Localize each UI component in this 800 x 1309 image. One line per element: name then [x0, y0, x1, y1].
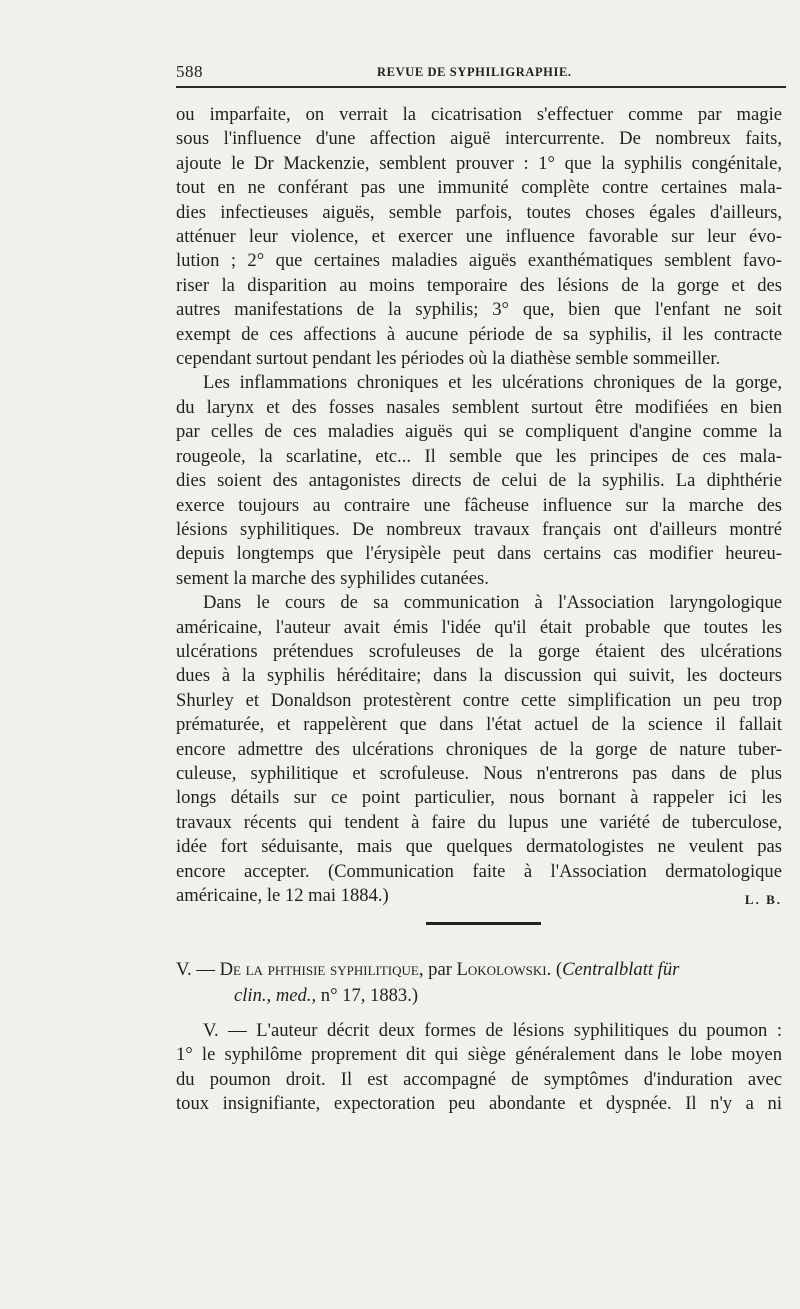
text-line: ajoute le Dr Mackenzie, semblent prouver : 1° que la syphilis congénitale, — [176, 152, 782, 174]
section-heading — [176, 957, 782, 1009]
paragraph-2 — [176, 371, 782, 591]
text-line: exempt de ces affections à aucune période de sa syphilis, il les contracte — [176, 323, 782, 345]
text-line: dues à la syphilis héréditaire; dans la discussion qui suivit, les docteurs — [176, 665, 782, 687]
section-title: la phthisie syphilitique, — [245, 959, 424, 980]
text-line: V. — L'auteur décrit deux formes de lésions syphilitiques du poumon : — [203, 1020, 782, 1041]
section-heading-line-2 — [176, 983, 782, 1009]
text-line: idée fort séduisante, mais que quelques dermatologistes ne veulent pas — [176, 836, 782, 858]
text-line: autres manifestations de la syphilis; 3° que, bien que l'enfant ne soit — [176, 299, 782, 321]
page-header — [176, 62, 788, 82]
section-author: Lokolowski. — [456, 959, 552, 980]
section-number: V. — — [176, 959, 215, 980]
text-line: Shurley et Donaldson protestèrent contre cette simplification un peu trop — [176, 689, 782, 711]
text-line-with-signature — [176, 884, 782, 908]
text-line: riser la disparition au moins temporaire des lésions de la gorge et des — [176, 274, 782, 296]
text-line: tout en ne conférant pas une immunité complète contre certaines mala- — [176, 177, 782, 199]
text-line: Les inflammations chroniques et les ulcérations chroniques de la gorge, — [203, 372, 782, 394]
text-line: ulcérations prétendues scrofuleuses de la gorge étaient des ulcérations — [176, 640, 782, 662]
paragraph-1 — [176, 103, 782, 371]
header-rule — [176, 86, 786, 88]
text-line: rougeole, la scarlatine, etc... Il semble que les principes de ces mala- — [176, 445, 782, 467]
citation-rest: n° 17, 1883.) — [320, 985, 419, 1006]
text-line: exerce toujours au contraire une fâcheuse influence sur la marche des — [176, 494, 782, 516]
text-line: depuis longtemps que l'érysipèle peut dans certains cas modifier heureu- — [176, 543, 782, 565]
text-line: longs détails sur ce point particulier, nous bornant à rappeler ici les — [176, 787, 782, 809]
text-line: du poumon droit. Il est accompagné de symptômes d'induration avec — [176, 1068, 782, 1090]
paragraph-3 — [176, 591, 782, 908]
text-line: lution ; 2° que certaines maladies aiguës exanthématiques semblent favo- — [176, 250, 782, 272]
text-line: atténuer leur violence, et exercer une influence favorable sur leur évo- — [176, 226, 782, 248]
text-line: du larynx et des fosses nasales semblent surtout être modifiées en bien — [176, 396, 782, 418]
section-by: par — [428, 959, 452, 980]
text-line: encore admettre des ulcérations chroniques de la gorge de nature tuber- — [176, 738, 782, 760]
section-paragraph — [176, 1019, 782, 1117]
section-title-de: De — [219, 959, 241, 980]
text-line: 1° le syphilôme proprement dit qui siège généralement dans le lobe moyen — [176, 1044, 782, 1066]
section-body — [176, 1019, 782, 1117]
text-line: ou imparfaite, on verrait la cicatrisation s'effectuer comme par magie — [176, 104, 782, 125]
section-separator — [426, 922, 541, 925]
text-line: sous l'influence d'une affection aiguë intercurrente. De nombreux faits, — [176, 128, 782, 150]
text-line: par celles de ces maladies aiguës qui se compliquent d'angine comme la — [176, 421, 782, 443]
text-line: dies infectieuses aiguës, semble parfois, toutes choses égales d'ailleurs, — [176, 201, 782, 223]
text-line: toux insignifiante, expectoration peu abondante et dyspnée. Il n'y a ni — [176, 1093, 782, 1115]
text-line: Dans le cours de sa communication à l'Association laryngologique — [203, 592, 782, 614]
text-line: dies soient des antagonistes directs de celui de la syphilis. La diphthérie — [176, 470, 782, 492]
author-signature: L. B. — [744, 892, 782, 907]
running-title: REVUE DE SYPHILIGRAPHIE. — [377, 65, 572, 79]
article-text — [176, 103, 782, 912]
page-number: 588 — [176, 62, 203, 81]
text-line: culeuse, syphilitique et scrofuleuse. Nous n'entrerons pas dans de plus — [176, 762, 782, 784]
text-line: encore accepter. (Communication faite à l'Association dermatologique — [176, 860, 782, 882]
text-line: lésions syphilitiques. De nombreux travaux français ont d'ailleurs montré — [176, 518, 782, 540]
text-line: américaine, le 12 mai 1884.) — [176, 885, 389, 906]
text-line: travaux récents qui tendent à faire du lupus une variété de tuberculose, — [176, 811, 782, 833]
text-line: prématurée, et rappelèrent que dans l'état actuel de la science il fallait — [176, 714, 782, 736]
text-line: américaine, l'auteur avait émis l'idée qu'il était probable que toutes les — [176, 616, 782, 638]
citation-journal: Centralblatt für — [562, 959, 680, 980]
text-line: sement la marche des syphilides cutanées. — [176, 567, 489, 589]
citation-journal-cont: clin., med., — [234, 985, 317, 1006]
text-line: cependant surtout pendant les périodes où la diathèse semble sommeiller. — [176, 348, 721, 370]
citation-open: ( — [555, 959, 563, 980]
